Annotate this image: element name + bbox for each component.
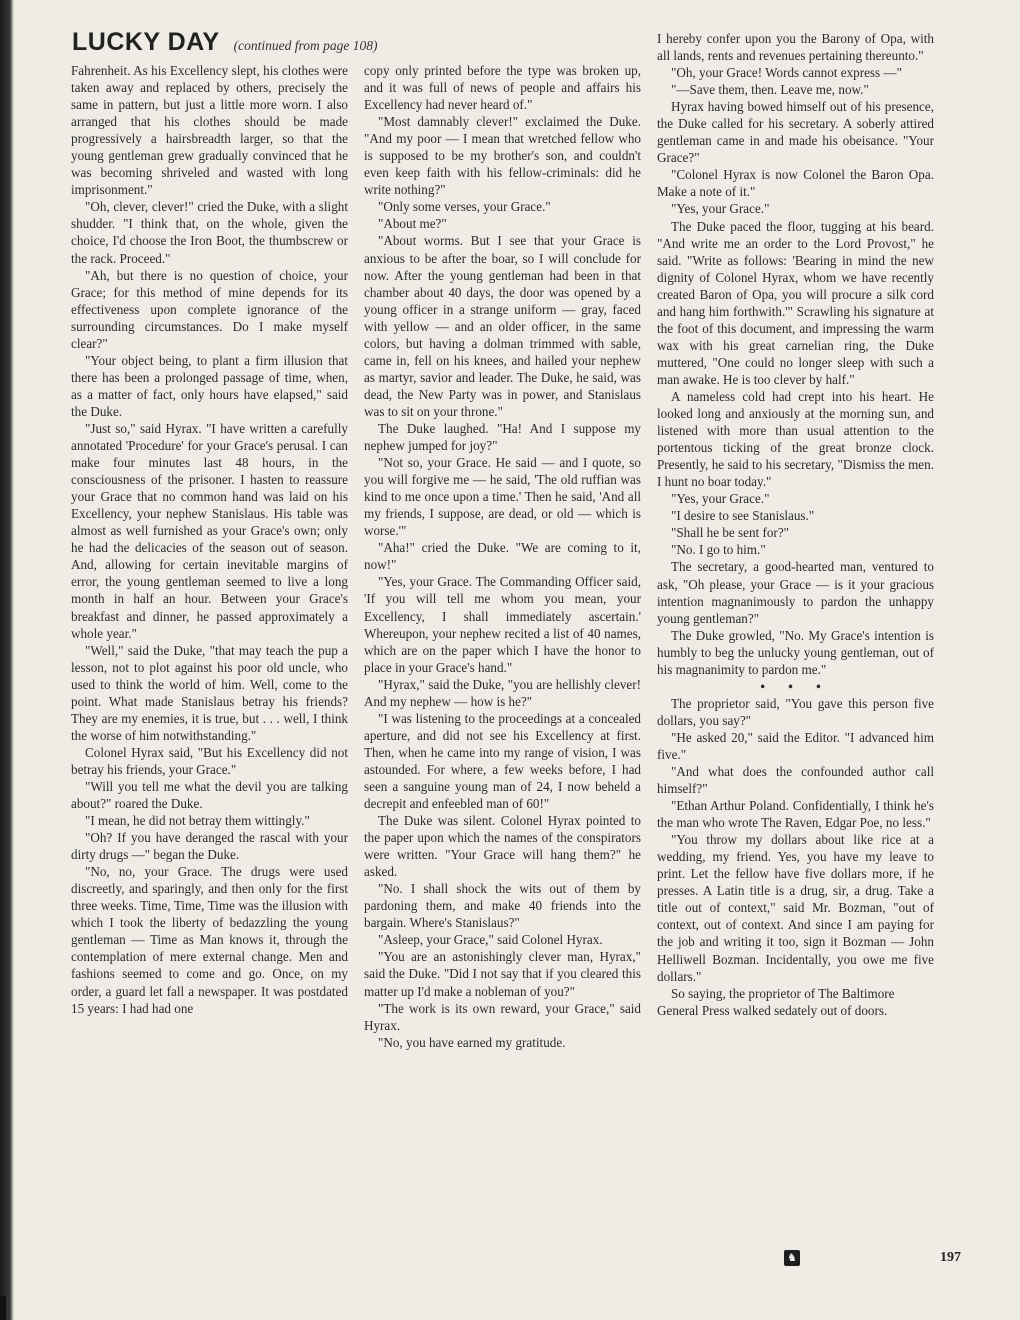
paragraph: "Ah, but there is no question of choice, your Grace; for this method of mine depends for its effectiveness upon complete ignorance of the surrounding circumstances. Do I make myself clear?" [71,267,348,351]
paragraph: "Will you tell me what the devil you are talking about?" roared the Duke. [71,778,348,812]
paragraph: "Oh, clever, clever!" cried the Duke, with a slight shudder. "I think that, on the whole, given the choice, I'd choose the Iron Boot, the thumbscrew or the rack. Proceed." [71,199,348,266]
paragraph: "Your object being, to plant a firm illusion that there has been a prolonged passage of time, when, as a matter of fact, only hours have elapsed," said the Duke. [71,352,348,419]
paragraph: "No. I go to him." [671,542,766,558]
article-header [72,28,377,57]
paragraph: "I was listening to the proceedings at a concealed aperture, and did not see his Excellency at first. Then, when he came into my range of vision, I was astounded. For where, a few weeks before, I had seen a sanguine young man of 24, I now beheld a decrepit and enfeebled man of 60!" [364,710,641,812]
paragraph: A nameless cold had crept into his heart. He looked long and anxiously at the morning sun, and listened with more than usual attention to the portentous ticking of the great bronze clock. Presently, he said to his secretary, "Dismiss the men. I hunt no boar today." [657,388,934,490]
rabbit-head-icon: ♞ [784,1250,800,1266]
paragraph: "Hyrax," said the Duke, "you are hellishly clever! And my nephew — how is he?" [364,676,641,709]
text-column-1 [71,62,348,1017]
paragraph: "Colonel Hyrax is now Colonel the Baron Opa. Make a note of it." [657,167,934,200]
paragraph: copy only printed before the type was broken up, and it was full of news of people and affairs his Excellency had never heard of." [364,63,641,113]
paragraph: "Oh? If you have deranged the rascal with your dirty drugs —" began the Duke. [71,830,348,863]
text-column-3 [657,30,934,1019]
paragraph: "I desire to see Stanislaus." [671,508,815,524]
paragraph: "Yes, your Grace." [671,201,770,217]
paragraph: The Duke was silent. Colonel Hyrax pointed to the paper upon which the names of the conspirators were written. "Your Grace will hang them?" he asked. [364,813,641,880]
paragraph: So saying, the proprietor of The Baltimore General Press walked sedately out of doors. [657,985,895,1018]
page-number: 197 [940,1250,961,1265]
paragraph: I hereby confer upon you the Barony of Opa, with all lands, rents and revenues pertaining thereunto." [657,31,934,64]
paragraph: "Only some verses, your Grace." [378,199,551,215]
paragraph: The Duke paced the floor, tugging at his beard. "And write me an order to the Lord Provost," he said. "Write as follows: 'Bearing in mind the new dignity of Colonel Hyrax, whom we have recently created Baron of Opa, you will procure a silk cord and hang him forthwith.'" Scrawling his signature at the foot of this document, and impressing the warm wax with his great carnelian ring, the Duke muttered, "One could no longer sleep with such a man awake. He is too clever by half." [657,218,934,387]
paragraph: "The work is its own reward, your Grace," said Hyrax. [364,1000,641,1033]
paragraph: "No. I shall shock the wits out of them by pardoning them, and make 40 friends into the bargain. Where's Stanislaus?" [364,881,641,931]
paragraph: "—Save them, then. Leave me, now." [671,82,869,98]
paragraph: "No, you have earned my gratitude. [378,1034,566,1050]
article-title: LUCKY DAY [72,28,220,56]
paragraph: "Aha!" cried the Duke. "We are coming to it, now!" [364,540,641,573]
paragraph: "You throw my dollars about like rice at a wedding, my friend. Yes, you have my leave to print. Let the fellow have five dollars more, if he presses. A Latin title is a drug, sir, a drug. Take a title out of context," said Mr. Bozman, "out of context, out of context. And since I am paying for the job and writing it too, sign it Bozman — John Helliwell Bozman. Incidentally, you owe me five dollars." [657,832,934,984]
paragraph: "Asleep, your Grace," said Colonel Hyrax. [378,932,603,948]
paragraph: "He asked 20," said the Editor. "I advanced him five." [657,729,934,762]
paragraph: "About worms. But I see that your Grace is anxious to be after the boar, so I will conclude for now. After the young gentleman had been in that chamber about 40 days, the door was opened by a young officer in a strange uniform — gray, faced with yellow — and an older officer, in the same colors, but having a dolman trimmed with sable, came in, fell on his knees, and hailed your nephew as martyr, savior and leader. The Duke, he said, was dead, the New Party was in power, and Stanislaus was to sit on your throne." [364,233,641,419]
paragraph: Hyrax having bowed himself out of his presence, the Duke called for his secretary. A soberly attired gentleman came in and made his obeisance. "Your Grace?" [657,99,934,166]
continued-note: (continued from page 108) [233,38,378,53]
paragraph: Colonel Hyrax said, "But his Excellency did not betray his friends, your Grace." [71,744,348,777]
scan-corner-mark [0,1296,6,1320]
paragraph: "No, no, your Grace. The drugs were used discreetly, and sparingly, and then only for the first three weeks. Time, Time, Time was the illusion with which I took the liberty of bedazzling the young gentleman — Time as Man knows it, through the contemplation of mere external change. Men and fashions seemed to come and go. Once, on my order, a guard let fall a newspaper. It was postdated 15 years: I had had one [71,864,348,1016]
scan-edge-shadow [0,0,14,1320]
paragraph: The Duke laughed. "Ha! And I suppose my nephew jumped for joy?" [364,420,641,454]
paragraph: "I mean, he did not betray them wittingly." [85,813,310,829]
paragraph: "And what does the confounded author call himself?" [657,764,934,797]
paragraph: "Just so," said Hyrax. "I have written a carefully annotated 'Procedure' for your Grace's perusal. I can make four minutes last 48 hours, in the consciousness of the prisoner. I hasten to reassure your Grace that no common hand was laid on his Excellency, your nephew Stanislaus. His table was almost as well furnished as your Grace's own; only he had the delicacies of the season out of season. And, allowing for certain inevitable margins of error, the young gentleman seemed to live a long month in half an hour. Between your Grace's breakfast and dinner, he passed approximately a whole year." [71,420,348,641]
text-column-2 [364,62,641,1051]
paragraph: "Yes, your Grace." [671,491,770,507]
paragraph: "Ethan Arthur Poland. Confidentially, I think he's the man who wrote The Raven, Edgar Poe, no less." [657,798,934,831]
paragraph: "Not so, your Grace. He said — and I quote, so you will forgive me — he said, 'The old ruffian was kind to me once upon a time.' Then he said, 'And all my friends, I suppose, are dead, or old — which is worse.'" [364,455,641,539]
paragraph: The proprietor said, "You gave this person five dollars, you say?" [657,695,934,728]
paragraph: The Duke growled, "No. My Grace's intention is humbly to beg the unlucky young gentleman, out of his magnanimity to pardon me." [657,627,934,677]
paragraph: Fahrenheit. As his Excellency slept, his clothes were taken away and replaced by others, precisely the same in pattern, but just a little more worn. I also arranged that his clothes should be made progressively a hairsbreadth larger, so that the young gentleman grew gradually convinced that he was becoming shriveled and wasted with long imprisonment." [71,63,348,198]
paragraph: "Yes, your Grace. The Commanding Officer said, 'If you will tell me whom you mean, your Excellency, I shall immediately ascertain.' Whereupon, your nephew recited a list of 40 names, which are on the paper which I have the honor to place in your Grace's hand." [364,574,641,675]
paragraph: "Well," said the Duke, "that may teach the pup a lesson, not to plot against his poor old uncle, who used to think the world of him. Well, come to the point. What made Stanislaus betray his friends? They are my enemies, it is true, but . . . well, I think the worse of him notwithstanding." [71,642,348,743]
paragraph: "Oh, your Grace! Words cannot express —" [671,65,902,81]
paragraph: "About me?" [378,216,447,232]
paragraph: "You are an astonishingly clever man, Hyrax," said the Duke. "Did I not say that if you cleared this matter up I'd make a nobleman of you?" [364,949,641,999]
paragraph: The secretary, a good-hearted man, ventured to ask, "Oh please, your Grace — is it your gracious intention magnanimously to pardon the unhappy young gentleman?" [657,559,934,626]
section-separator: • • • [760,678,831,694]
paragraph: "Most damnably clever!" exclaimed the Duke. "And my poor — I mean that wretched fellow who is supposed to be my brother's son, and couldn't even keep faith with his fellow-criminals: did he write nothing?" [364,114,641,198]
paragraph: "Shall he be sent for?" [671,525,790,541]
